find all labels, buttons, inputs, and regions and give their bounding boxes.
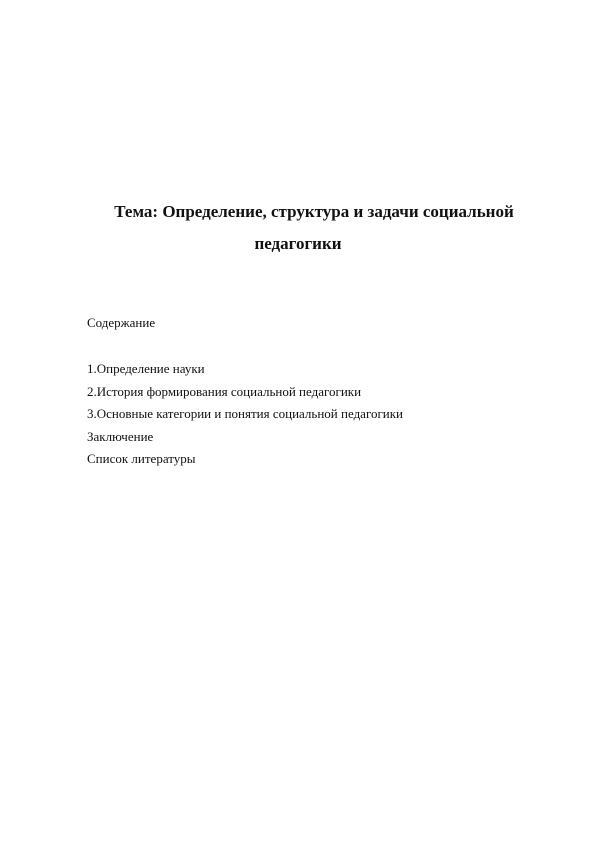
contents-list xyxy=(87,360,403,473)
document-title-line-1: Тема: Определение, структура и задачи социальной xyxy=(114,202,514,221)
contents-item-categories: 3.Основные категории и понятия социальной педагогики xyxy=(87,406,404,421)
contents-item-conclusion: Заключение xyxy=(87,428,154,444)
contents-item-bibliography: Список литературы xyxy=(87,451,196,466)
contents-item-definition: 1.Определение науки xyxy=(87,361,205,376)
document-title-line-2: педагогики xyxy=(254,234,342,253)
contents-item-history: 2.История формирования социальной педагогики xyxy=(87,383,362,399)
contents-heading: Содержание xyxy=(87,315,156,330)
